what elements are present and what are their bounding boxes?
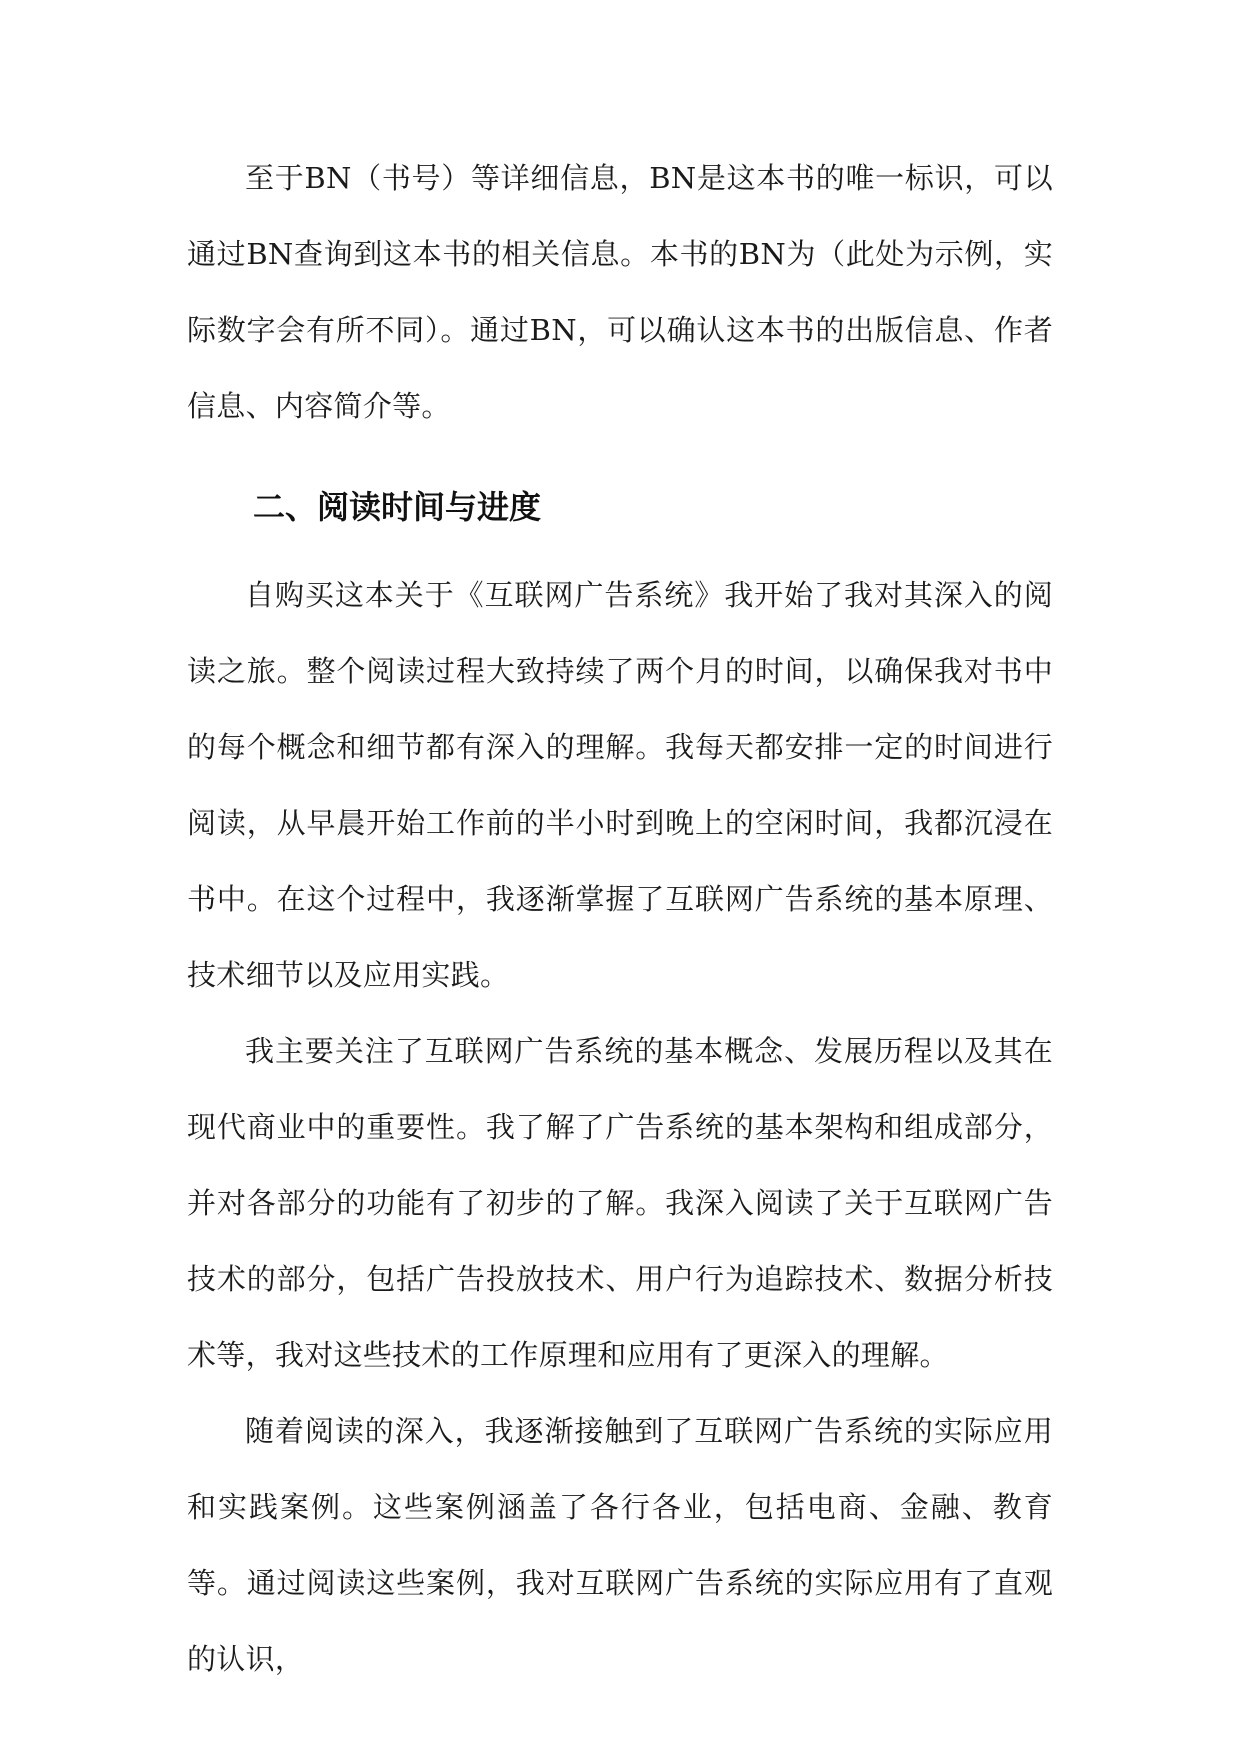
paragraph-book-number: 至于BN（书号）等详细信息，BN是这本书的唯一标识，可以通过BN查询到这本书的相关信息。本书的BN为（此处为示例，实际数字会有所不同）。通过BN，可以确认这本书的出版信息、作者信息、内容简介等。: [187, 161, 1053, 423]
section-heading-reading-time: 二、阅读时间与进度: [253, 488, 542, 526]
paragraph-case-studies: 随着阅读的深入，我逐渐接触到了互联网广告系统的实际应用和实践案例。这些案例涵盖了各行各业，包括电商、金融、教育等。通过阅读这些案例，我对互联网广告系统的实际应用有了直观的认识，: [187, 1414, 1053, 1676]
paragraph-core-concepts: 我主要关注了互联网广告系统的基本概念、发展历程以及其在现代商业中的重要性。我了解了广告系统的基本架构和组成部分，并对各部分的功能有了初步的了解。我深入阅读了关于互联网广告技术的部分，包括广告投放技术、用户行为追踪技术、数据分析技术等，我对这些技术的工作原理和应用有了更深入的理解。: [187, 1034, 1053, 1372]
document-body: [187, 140, 1053, 1697]
paragraph-reading-journey: 自购买这本关于《互联网广告系统》我开始了我对其深入的阅读之旅。整个阅读过程大致持续了两个月的时间，以确保我对书中的每个概念和细节都有深入的理解。我每天都安排一定的时间进行阅读，从早晨开始工作前的半小时到晚上的空闲时间，我都沉浸在书中。在这个过程中，我逐渐掌握了互联网广告系统的基本原理、技术细节以及应用实践。: [187, 578, 1053, 992]
